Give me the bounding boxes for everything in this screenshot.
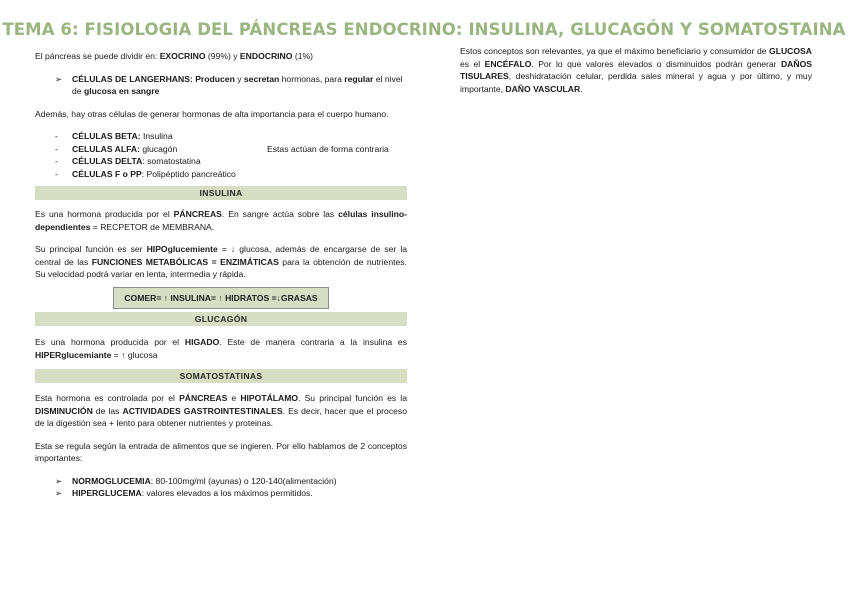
otras-celulas-paragraph: Además, hay otras células de generar hormonas de alta importancia para el cuerpo humano. (35, 108, 389, 119)
cell-item-f-pp: - CÉLULAS F o PP: Polipéptido pancreático (55, 168, 236, 179)
soma-paragraph-1: Esta hormona es controlada por el PÁNCREAS e HIPOTÁLAMO. Su principal función es la DISMINUCIÓN de las ACTIVIDADES GASTROINTESTINALES. Es decir, hacer que el proceso de la digestión sea + lento para obtener nutrientes y proteinas. (35, 393, 407, 428)
right-column (460, 45, 812, 95)
left-column (35, 50, 407, 500)
summary-box: COMER= ↑ INSULINA= ↑ HIDRATOS =↓GRASAS (113, 287, 328, 310)
section-header-insulina: INSULINA (35, 186, 407, 200)
cell-item-beta: - CÉLULAS BETA: Insulina (55, 131, 173, 141)
insulina-paragraph-1: Es una hormona producida por el PÁNCREAS. En sangre actúa sobre las células insulino-dependientes = RECPETOR de MEMBRANA. (35, 209, 407, 232)
section-header-glucagon: GLUCAGÓN (35, 312, 407, 326)
arrow-bullet-icon: ➢ (55, 73, 63, 84)
cell-item-alfa: - CELULAS ALFA: glucagón Estas actúan de forma contraria (55, 143, 407, 156)
arrow-bullet-icon: ➢ (55, 475, 63, 486)
concept-item-hiperglucema: ➢ HIPERGLUCEMA: valores elevados a los máximos permitidos. (55, 488, 313, 498)
contrary-note: Estas actúan de forma contraria (267, 143, 389, 154)
section-header-somatostatinas: SOMATOSTATINAS (35, 369, 407, 383)
page-title: TEMA 6: FISIOLOGIA DEL PÁNCREAS ENDOCRINO: INSULINA, GLUCAGÓN Y SOMATOSTAINA (2, 20, 846, 39)
glucagon-paragraph: Es una hormona producida por el HIGADO. Este de manera contraria a la insulina es HIPERglucemiante = ↑ glucosa (35, 337, 407, 360)
intro-paragraph: El páncreas se puede dividir en: EXOCRINO (99%) y ENDOCRINO (1%) (35, 51, 313, 61)
concept-item-normoglucemia: ➢ NORMOGLUCEMIA: 80-100mg/ml (ayunas) o 120-140(alimentación) (55, 475, 337, 486)
insulina-paragraph-2: Su principal función es ser HIPOglucemiente = ↓ glucosa, además de encargarse de ser la central de las FUNCIONES METABÓLICAS = ENZIMÁTICAS para la obtención de nutrientes. Su velocidad podrá variar en lenta, intermedia y rápida. (35, 244, 408, 279)
glucosa-paragraph: Estos conceptos son relevantes, ya que el máximo beneficiario y consumidor de GLUCOSA es el ENCÉFALO. Por lo que valores elevados o disminuidos podrán generar DAÑOS TISULARES, deshidratación celular, perdida sales mineral y agua y por último, y muy importante, DAÑO VASCULAR. (460, 46, 812, 94)
soma-paragraph-2: Esta se regula según la entrada de alimentos que se ingieren. Por ello hablamos de 2 conceptos importantes: (35, 440, 407, 463)
arrow-bullet-icon: ➢ (55, 488, 63, 498)
langerhans-bullet: ➢ CÉLULAS DE LANGERHANS: Producen y secretan hormonas, para regular el nivel de glucosa en sangre (55, 73, 403, 96)
cell-item-delta: - CÉLULAS DELTA: somatostatina (55, 156, 201, 166)
